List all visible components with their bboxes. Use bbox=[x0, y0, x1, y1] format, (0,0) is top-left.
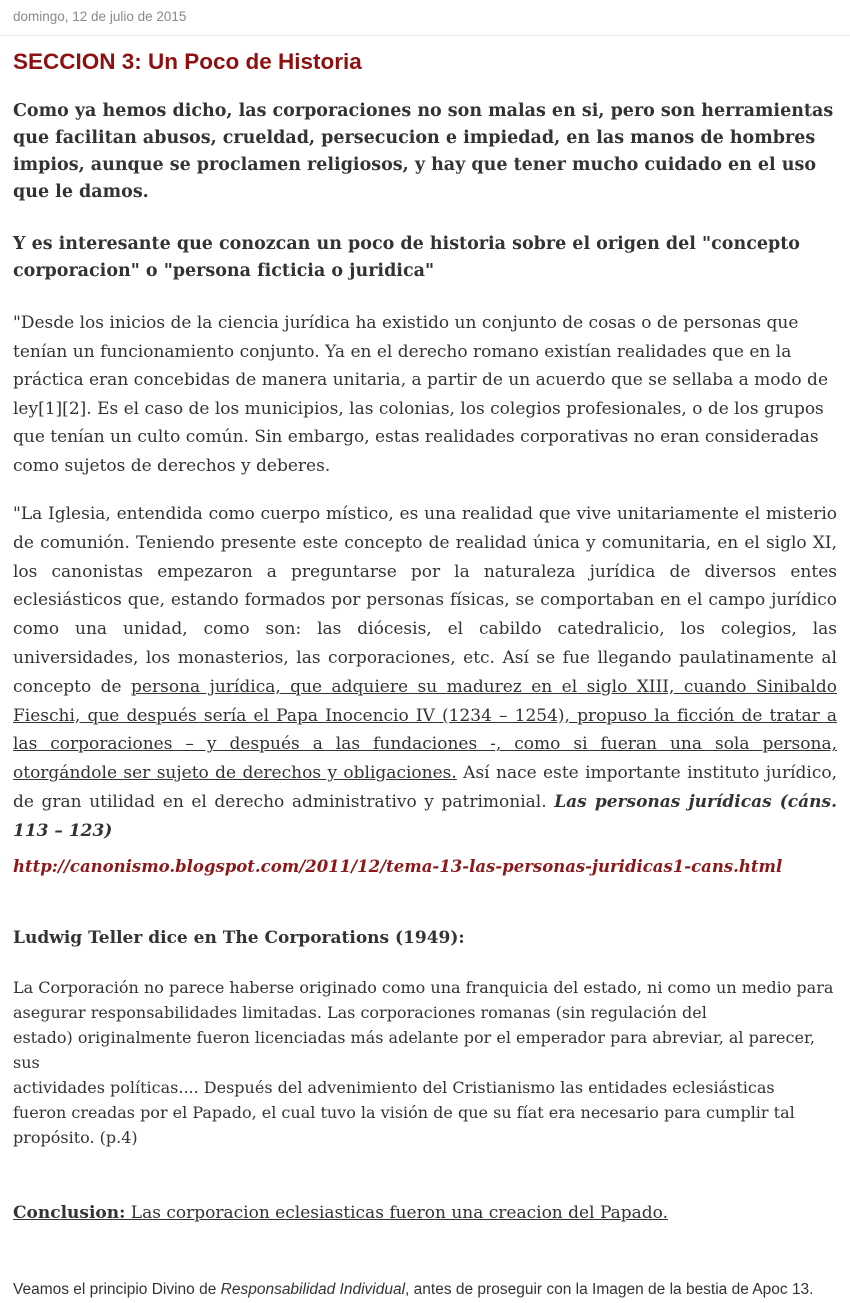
teller-quote bbox=[13, 975, 837, 1150]
conclusion-label: Conclusion: bbox=[13, 1202, 126, 1223]
teller-quote-line: asegurar responsabilidades limitadas. Las corporaciones romanas (sin regulación del bbox=[13, 1002, 707, 1022]
post-date-header: domingo, 12 de julio de 2015 bbox=[13, 9, 187, 24]
personas-juridicas-citation: Las personas jurídicas (cáns. 113 – 123) bbox=[13, 791, 838, 841]
intro-paragraph-1: Como ya hemos dicho, las corporaciones no son malas en si, pero son herramientas que facilitan abusos, crueldad, persecucion e impiedad, en las manos de hombres impios, aunque se proclamen religiosos, y hay que tener mucho cuidado en el uso que le damos. bbox=[13, 101, 834, 202]
teller-quote-line: La Corporación no parece haberse originado como una franquicia del estado, ni como un medio para bbox=[13, 977, 834, 997]
iglesia-text-normal-1: "La Iglesia, entendida como cuerpo místico, es una realidad que vive unitariamente el misterio de comunión. Teniendo presente este concepto de realidad única y comunitaria, en el siglo XI, los canonistas empezaron a preguntarse por la naturaleza jurídica de diversos entes eclesiásticos que, estando formados por personas físicas, se comportaban en el campo jurídico como una unidad, como son: las diócesis, el cabildo catedralicio, los colegios, las universidades, los monasterios, las corporaciones, etc. Así se fue llegando paulatinamente al concepto de bbox=[13, 504, 837, 697]
teller-quote-line: actividades políticas.... Después del advenimiento del Cristianismo las entidades eclesiásticas bbox=[13, 1077, 775, 1097]
iglesia-paragraph bbox=[13, 500, 837, 846]
closing-paragraph bbox=[13, 1277, 837, 1303]
source-link-line bbox=[13, 856, 837, 878]
closing-text-1: Veamos el principio Divino de bbox=[13, 1280, 221, 1298]
teller-quote-line: fueron creadas por el Papado, el cual tuvo la visión de que su fíat era necesario para cumplir tal bbox=[13, 1102, 795, 1122]
ciencia-juridica-paragraph: "Desde los inicios de la ciencia jurídica ha existido un conjunto de cosas o de personas que tenían un funcionamiento conjunto. Ya en el derecho romano existían realidades que en la práctica eran concebidas de manera unitaria, a partir de un acuerdo que se sellaba a modo de ley[1][2]. Es el caso de los municipios, las colonias, los colegios profesionales, o de los grupos que tenían un culto común. Sin embargo, estas realidades corporativas no eran consideradas como sujetos de derechos y deberes. bbox=[13, 313, 829, 476]
teller-heading: Ludwig Teller dice en The Corporations (1949): bbox=[13, 927, 465, 948]
closing-italic-phrase: Responsabilidad Individual bbox=[220, 1280, 406, 1298]
intro-paragraph-2: Y es interesante que conozcan un poco de historia sobre el origen del "concepto corporacion" o "persona ficticia o juridica" bbox=[13, 234, 800, 281]
conclusion-line bbox=[13, 1199, 837, 1227]
teller-quote-line: estado) originalmente fueron licenciadas más adelante por el emperador para abreviar, al parecer, sus bbox=[13, 1027, 815, 1072]
post-title: SECCION 3: Un Poco de Historia bbox=[13, 49, 362, 74]
iglesia-text-underlined: persona jurídica, que adquiere su madurez en el siglo XIII, cuando Sinibaldo Fieschi, que después sería el Papa Inocencio IV (1234 – 1254), propuso la ficción de tratar a las corporaciones – y después a las fundaciones -, como si fueran una sola persona, otorgándole ser sujeto de derechos y obligaciones. bbox=[13, 676, 837, 784]
date-divider-line bbox=[0, 35, 850, 36]
iglesia-text-normal-2: Así nace este importante instituto jurídico, de gran utilidad en el derecho administrativo y patrimonial. bbox=[13, 763, 837, 812]
canonismo-source-link[interactable]: http://canonismo.blogspot.com/2011/12/tema-13-las-personas-juridicas1-cans.html bbox=[13, 856, 783, 876]
conclusion-text: Las corporacion eclesiasticas fueron una creacion del Papado. bbox=[125, 1202, 668, 1223]
teller-quote-line: propósito. (p.4) bbox=[13, 1127, 138, 1147]
closing-text-2: , antes de proseguir con la Imagen de la bestia de Apoc 13. bbox=[405, 1280, 814, 1298]
